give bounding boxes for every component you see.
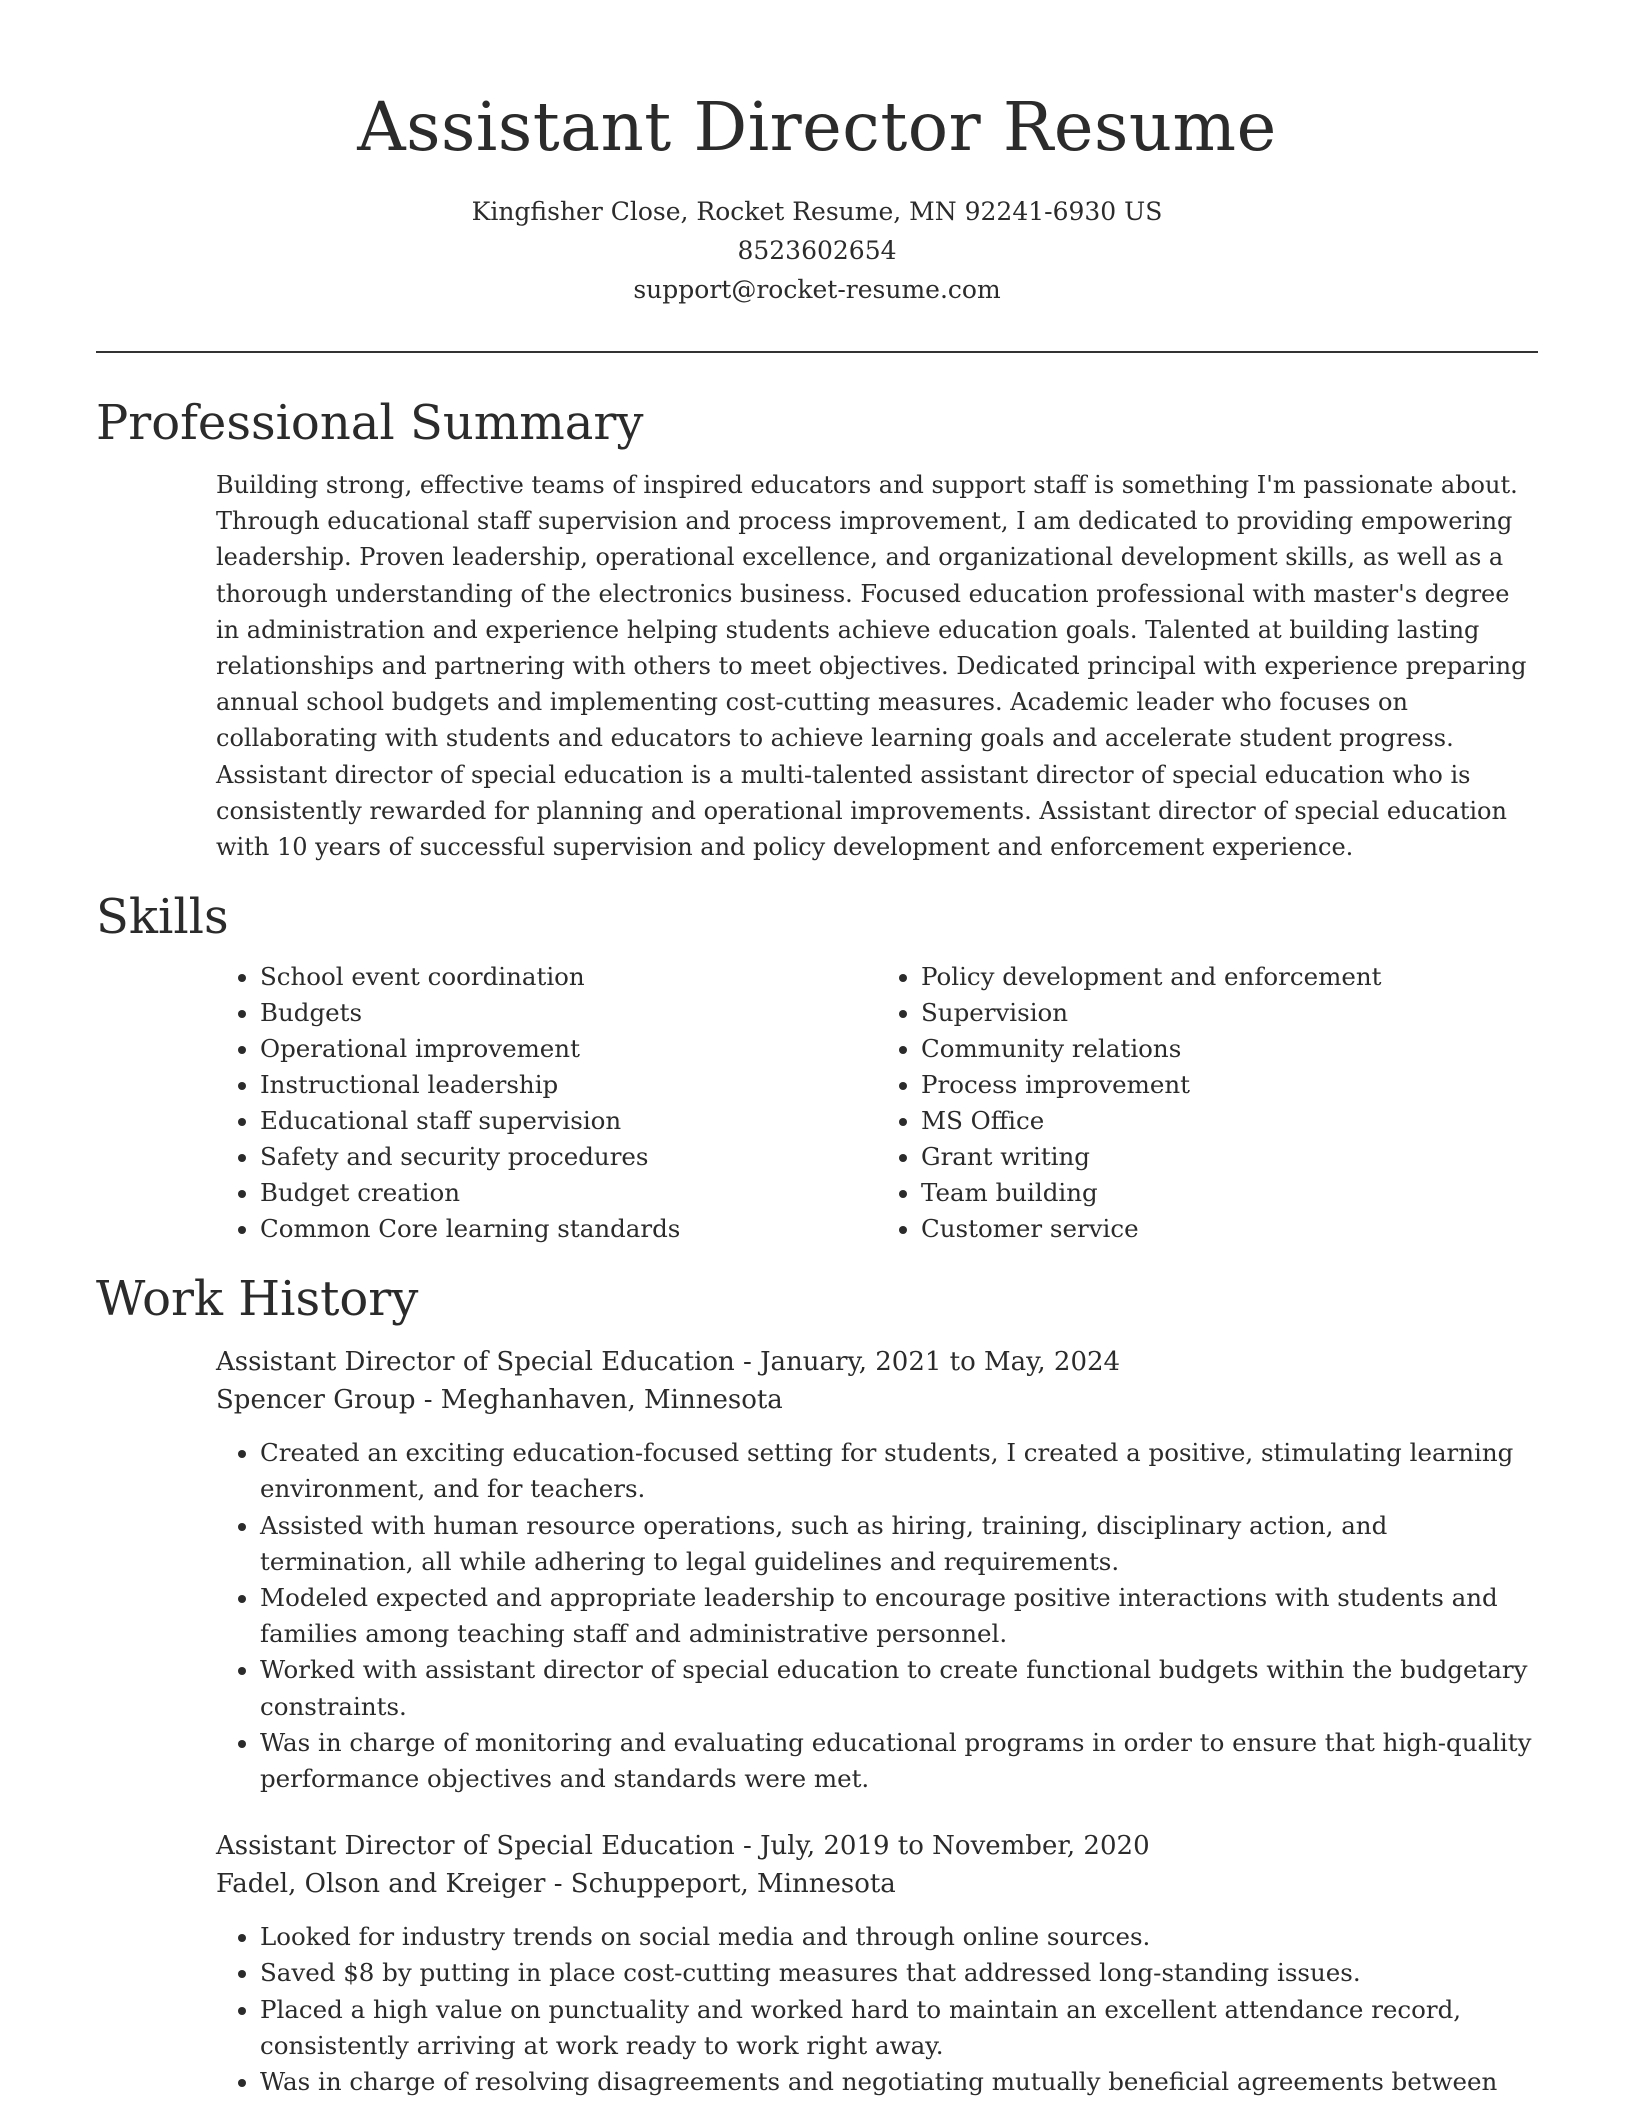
resume-title: Assistant Director Resume <box>357 88 1277 166</box>
job-title-line: Assistant Director of Special Education - January, 2021 to May, 2024 <box>216 1347 1121 1378</box>
job-bullet: • Created an exciting education-focused setting for students, I created a positive, stimulating learning environment, and for teachers. <box>260 1435 1538 1507</box>
skills-heading: Skills <box>96 889 229 946</box>
skill-item: • Process improvement <box>921 1067 1538 1103</box>
skill-item: • Operational improvement <box>260 1031 877 1067</box>
job-bullets <box>216 1919 1538 2100</box>
job-bullet: • Placed a high value on punctuality and worked hard to maintain an excellent attendance record, consistently arriving at work ready to work right away. <box>260 1992 1538 2064</box>
job-title-line: Assistant Director of Special Education - July, 2019 to November, 2020 <box>216 1831 1150 1862</box>
job-bullets <box>216 1435 1538 1797</box>
job-dates: January, 2021 to May, 2024 <box>760 1347 1121 1378</box>
job-bullet: • Modeled expected and appropriate leadership to encourage positive interactions with students and families among teaching staff and administrative personnel. <box>260 1580 1538 1652</box>
job-bullet: • Looked for industry trends on social media and through online sources. <box>260 1919 1538 1955</box>
skill-item: • MS Office <box>921 1103 1538 1139</box>
skill-item: • Safety and security procedures <box>260 1139 877 1175</box>
skill-item: • Educational staff supervision <box>260 1103 877 1139</box>
job-bullet: • Worked with assistant director of special education to create functional budgets within the budgetary constraints. <box>260 1652 1538 1724</box>
skill-item: • Budgets <box>260 995 877 1031</box>
skill-item: • Grant writing <box>921 1139 1538 1175</box>
summary-text: Building strong, effective teams of inspired educators and support staff is something I'm passionate about. Through educational staff supervision and process improvement, I am dedicated to providing empowering leadership. Proven leadership, operational excellence, and organizational development skills, as well as a thorough understanding of the electronics business. Focused education professional with master's degree in administration and experience helping students achieve education goals. Talented at building lasting relationships and partnering with others to meet objectives. Dedicated principal with experience preparing annual school budgets and implementing cost-cutting measures. Academic leader who focuses on collaborating with students and educators to achieve learning goals and accelerate student progress. Assistant director of special education is a multi-talented assistant director of special education who is consistently rewarded for planning and operational improvements. Assistant director of special education with 10 years of successful supervision and policy development and enforcement experience. <box>216 471 1527 862</box>
job-company: Fadel, Olson and Kreiger <box>216 1869 546 1900</box>
header-divider <box>96 351 1538 353</box>
summary-heading: Professional Summary <box>96 395 644 451</box>
skill-item: • School event coordination <box>260 959 877 995</box>
contact-address: Kingfisher Close, Rocket Resume, MN 92241-6930 US <box>471 197 1163 226</box>
skills-list <box>216 959 1538 1247</box>
contact-phone: 8523602654 <box>737 236 897 265</box>
resume-page <box>96 0 1538 2100</box>
contact-email: support@rocket-resume.com <box>633 275 1001 304</box>
skill-item: • Instructional leadership <box>260 1067 877 1103</box>
skill-item: • Budget creation <box>260 1175 877 1211</box>
job-bullet: • Was in charge of monitoring and evaluating educational programs in order to ensure that high-quality performance objectives and standards were met. <box>260 1725 1538 1797</box>
skill-item: • Common Core learning standards <box>260 1211 877 1247</box>
job-company-line: Spencer Group - Meghanhaven, Minnesota <box>216 1385 783 1416</box>
job-company: Spencer Group <box>216 1385 416 1416</box>
skill-item: • Supervision <box>921 995 1538 1031</box>
job-bullet: • Saved $8 by putting in place cost-cutting measures that addressed long-standing issues. <box>260 1955 1538 1991</box>
skill-item: • Team building <box>921 1175 1538 1211</box>
job-entry <box>96 1827 1538 2100</box>
skills-column-left <box>216 959 877 1247</box>
job-bullet: • Assisted with human resource operations, such as hiring, training, disciplinary action, and termination, all while adhering to legal guidelines and requirements. <box>260 1508 1538 1580</box>
job-company-line: Fadel, Olson and Kreiger - Schuppeport, Minnesota <box>216 1869 896 1900</box>
skill-item: • Policy development and enforcement <box>921 959 1538 995</box>
skills-column-right <box>877 959 1538 1247</box>
skill-item: • Community relations <box>921 1031 1538 1067</box>
contact-block <box>96 192 1538 309</box>
job-location: Schuppeport, Minnesota <box>570 1869 896 1900</box>
work-history-heading: Work History <box>96 1271 419 1328</box>
job-title: Assistant Director of Special Education <box>216 1347 735 1378</box>
job-title: Assistant Director of Special Education <box>216 1831 735 1862</box>
job-dates: July, 2019 to November, 2020 <box>760 1831 1150 1862</box>
skill-item: • Customer service <box>921 1211 1538 1247</box>
job-location: Meghanhaven, Minnesota <box>440 1385 783 1416</box>
job-bullet: • Was in charge of resolving disagreements and negotiating mutually beneficial agreements between <box>260 2064 1538 2100</box>
job-entry <box>96 1343 1538 1797</box>
